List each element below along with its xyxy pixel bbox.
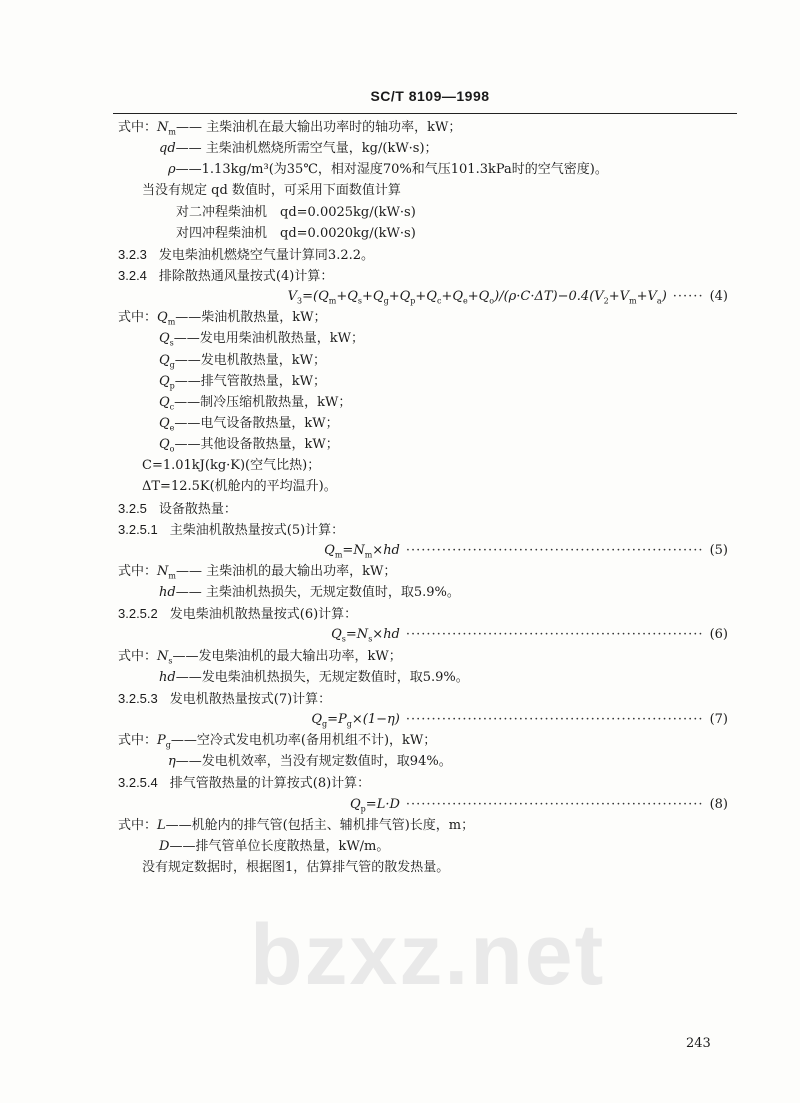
- subscript: s: [168, 656, 173, 666]
- math-symbol: ×(1−η): [351, 711, 400, 727]
- line-text: ——发电机效率，当没有规定数值时，取94%。: [175, 754, 452, 770]
- math-symbol: +V: [636, 289, 657, 305]
- math-symbol: =L·D: [365, 796, 400, 812]
- section-heading: [118, 265, 728, 286]
- formula-8: [118, 794, 728, 815]
- paragraph: [118, 857, 728, 878]
- math-symbol: =N: [342, 542, 365, 558]
- subscript: m: [328, 296, 337, 306]
- line-text: ——机舱内的排气管(包括主、辅机排气管)长度，m；: [165, 817, 475, 833]
- formula-expression: [324, 540, 400, 561]
- subscript: 3: [297, 296, 303, 306]
- section-number: 3.2.3: [118, 246, 147, 262]
- math-symbol: Q: [350, 796, 361, 812]
- equation-number: (4): [709, 289, 728, 305]
- definition-line: [118, 434, 728, 455]
- subscript: m: [168, 571, 176, 581]
- line-text: —— 主柴油机的最大输出功率，kW；: [175, 563, 397, 579]
- formula-5: [118, 540, 728, 561]
- definition-line: [118, 730, 728, 751]
- math-symbol: Q: [157, 310, 168, 326]
- document-body: [118, 117, 728, 878]
- subscript: g: [322, 719, 328, 729]
- line-text: ——1.13kg/m³(为35℃，相对湿度70%和气压101.3kPa时的空气密度)。: [175, 162, 608, 178]
- section-number: 3.2.5.3: [118, 690, 158, 706]
- line-text: ——其他设备散热量，kW；: [174, 437, 339, 453]
- subscript: 2: [603, 296, 609, 306]
- definition-line: [118, 159, 728, 180]
- line-text: 设备散热量：: [158, 501, 237, 517]
- subscript: e: [169, 423, 175, 433]
- subscript: c: [436, 296, 442, 306]
- subscript: a: [656, 296, 662, 306]
- subscript: g: [346, 719, 352, 729]
- subscript: o: [169, 444, 175, 454]
- line-text: ——发电柴油机的最大输出功率，kW；: [172, 648, 402, 664]
- dot-leader: ··························································: [405, 711, 704, 727]
- line-text: ——排气管散热量，kW；: [174, 373, 327, 389]
- formula-expression: [331, 624, 400, 645]
- line-text: 当没有规定 qd 数值时，可采用下面数值计算: [142, 183, 401, 199]
- definition-line: [118, 328, 728, 349]
- definition-line: [118, 307, 728, 328]
- math-symbol: +Q: [336, 289, 358, 305]
- line-text: C=1.01kJ(kg·K)(空气比热)；: [142, 458, 321, 474]
- subscript: m: [167, 317, 176, 327]
- line-text: ——制冷压缩机散热量，kW；: [174, 394, 352, 410]
- math-symbol: qd: [159, 141, 176, 157]
- equation-number: (5): [709, 542, 728, 558]
- line-text: 对二冲程柴油机 qd=0.0025kg/(kW·s): [176, 204, 416, 220]
- standard-code-header: SC/T 8109—1998: [370, 88, 490, 104]
- where-label: 式中：: [118, 310, 158, 326]
- subscript: p: [169, 381, 175, 391]
- where-label: 式中：: [118, 817, 158, 833]
- math-symbol: N: [157, 648, 169, 664]
- subscript: s: [169, 339, 174, 348]
- dot-leader: ··························································: [405, 627, 704, 643]
- definition-line: [118, 350, 728, 371]
- formula-expression: [288, 286, 667, 307]
- value-line: [118, 202, 728, 223]
- math-symbol: =N: [345, 627, 369, 643]
- dot-leader: ··························································: [405, 542, 704, 558]
- header-rule: [113, 113, 737, 114]
- line-text: 发电柴油机散热量按式(6)计算：: [169, 607, 358, 623]
- definition-line: [118, 561, 728, 582]
- section-number: 3.2.5.2: [118, 606, 158, 622]
- definition-line: [118, 582, 728, 603]
- value-line: [118, 223, 728, 244]
- subscript: p: [410, 296, 416, 306]
- definition-line: [118, 413, 728, 434]
- line-text: 对四冲程柴油机 qd=0.0020kg/(kW·s): [176, 225, 416, 241]
- equation-number: (7): [709, 711, 728, 727]
- paragraph: [118, 180, 728, 201]
- section-number: 3.2.5.1: [118, 521, 158, 537]
- math-symbol: Q: [159, 415, 170, 431]
- where-label: 式中：: [118, 733, 158, 749]
- line-text: 排气管散热量的计算按式(8)计算：: [169, 776, 371, 792]
- subscript: m: [334, 550, 343, 560]
- math-symbol: L: [157, 817, 166, 833]
- math-symbol: +Q: [441, 289, 463, 305]
- math-symbol: Q: [324, 542, 335, 558]
- math-symbol: Q: [159, 394, 170, 410]
- section-heading: [118, 603, 728, 624]
- math-symbol: D: [159, 838, 170, 854]
- subscript: o: [489, 296, 495, 306]
- where-label: 式中：: [118, 563, 158, 579]
- section-heading: [118, 772, 728, 793]
- math-symbol: ×hd: [372, 542, 400, 558]
- math-symbol: Q: [311, 711, 322, 727]
- equation-number: (8): [709, 796, 728, 812]
- definition-line: [118, 836, 728, 857]
- math-symbol: N: [157, 563, 169, 579]
- definition-line: [118, 371, 728, 392]
- line-text: ——发电用柴油机散热量，kW；: [173, 331, 365, 347]
- dot-leader: ··························································: [405, 796, 704, 812]
- math-symbol: +Q: [388, 289, 411, 305]
- line-text: 没有规定数据时，根据图1，估算排气管的散发热量。: [142, 859, 450, 875]
- line-text: ——发电机散热量，kW；: [174, 352, 327, 368]
- math-symbol: hd: [159, 669, 176, 685]
- math-symbol: ×hd: [372, 627, 400, 643]
- section-number: 3.2.5: [118, 500, 147, 516]
- math-symbol: Q: [159, 331, 170, 347]
- formula-expression: [350, 794, 400, 815]
- line-text: ——电气设备散热量，kW；: [174, 415, 339, 431]
- line-text: ——发电柴油机热损失，无规定数值时，取5.9%。: [175, 669, 469, 685]
- subscript: e: [463, 296, 468, 306]
- math-symbol: Q: [159, 352, 170, 368]
- section-heading: [118, 498, 728, 519]
- math-symbol: +V: [608, 289, 630, 305]
- subscript: g: [165, 740, 171, 750]
- section-number: 3.2.5.4: [118, 775, 158, 791]
- definition-line: [118, 751, 728, 772]
- math-symbol: Q: [159, 437, 170, 453]
- math-symbol: N: [157, 120, 169, 135]
- where-label: 式中：: [118, 648, 158, 664]
- math-symbol: Q: [159, 373, 170, 389]
- math-symbol: P: [157, 733, 166, 749]
- math-symbol: V: [287, 289, 298, 305]
- definition-line: [118, 667, 728, 688]
- math-symbol: +Q: [415, 289, 437, 305]
- subscript: p: [360, 804, 366, 814]
- formula-7: [118, 709, 728, 730]
- math-symbol: +Q: [362, 289, 384, 305]
- subscript: s: [341, 634, 346, 644]
- formula-4: [118, 286, 728, 307]
- constant-line: [118, 455, 728, 476]
- line-text: 发电柴油机燃烧空气量计算同3.2.2。: [158, 247, 374, 263]
- where-label: 式中：: [118, 120, 158, 135]
- subscript: m: [629, 296, 637, 306]
- math-symbol: Q: [331, 627, 342, 643]
- subscript: s: [357, 296, 363, 306]
- line-text: 主柴油机散热量按式(5)计算：: [169, 522, 345, 538]
- formula-6: [118, 624, 728, 645]
- definition-line: [118, 392, 728, 413]
- math-symbol: ρ: [168, 162, 176, 178]
- subscript: g: [169, 360, 175, 370]
- subscript: g: [383, 296, 389, 306]
- definition-line: [118, 138, 728, 159]
- math-symbol: hd: [159, 585, 176, 601]
- line-text: —— 主柴油机在最大输出功率时的轴功率，kW；: [175, 120, 462, 135]
- section-heading: [118, 519, 728, 540]
- section-heading: [118, 244, 728, 265]
- equation-number: (6): [709, 627, 728, 643]
- definition-line: [118, 646, 728, 667]
- definition-line: [118, 815, 728, 836]
- math-symbol: +Q: [467, 289, 490, 305]
- section-heading: [118, 688, 728, 709]
- watermark: bzxz.net: [250, 907, 606, 1003]
- subscript: m: [364, 550, 373, 560]
- math-symbol: =(Q: [302, 289, 329, 305]
- math-symbol: )/(ρ·C·ΔT)−0.4(V: [494, 289, 604, 305]
- line-text: —— 主柴油机燃烧所需空气量，kg/(kW·s)；: [175, 141, 438, 157]
- subscript: c: [169, 402, 175, 412]
- line-text: ——排气管单位长度散热量，kW/m。: [169, 838, 390, 854]
- definition-line: [118, 117, 728, 138]
- math-symbol: =P: [327, 711, 347, 727]
- math-symbol: η: [168, 754, 176, 770]
- line-text: ——柴油机散热量，kW；: [175, 310, 327, 326]
- line-text: —— 主柴油机热损失，无规定数值时，取5.9%。: [175, 585, 460, 601]
- constant-line: [118, 476, 728, 497]
- line-text: 排除散热通风量按式(4)计算：: [158, 268, 334, 284]
- dot-leader: ······: [672, 289, 704, 305]
- line-text: ΔT=12.5K(机舱内的平均温升)。: [142, 479, 337, 495]
- subscript: m: [168, 127, 176, 137]
- formula-expression: [311, 709, 400, 730]
- subscript: s: [368, 634, 373, 644]
- line-text: 发电机散热量按式(7)计算：: [169, 691, 332, 707]
- math-symbol: ): [661, 289, 667, 305]
- page-number: 243: [686, 1036, 711, 1051]
- line-text: ——空冷式发电机功率(备用机组不计)，kW；: [170, 733, 437, 749]
- section-number: 3.2.4: [118, 267, 147, 283]
